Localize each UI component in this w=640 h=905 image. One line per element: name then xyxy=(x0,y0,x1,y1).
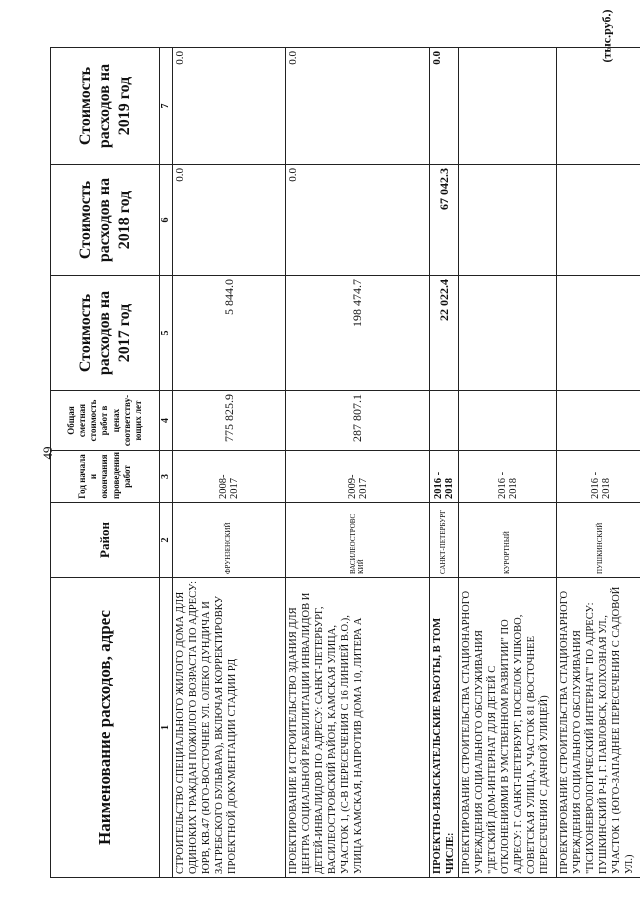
row-cost-2019: 0.0 xyxy=(286,48,430,165)
rotated-table-wrapper xyxy=(50,48,636,878)
table-row xyxy=(459,48,557,878)
row-cost-2018 xyxy=(557,165,640,276)
column-number: 3 xyxy=(160,451,173,503)
page-number: 49 xyxy=(40,446,55,460)
row-name: ПРОЕКТИРОВАНИЕ СТРОИТЕЛЬСТВА СТАЦИОНАРНОГО УЧРЕЖДЕНИЯ СОЦИАЛЬНОГО ОБСЛУЖИВАНИЯ "ДЕТСКИЙ ДОМ-ИНТЕРНАТ ДЛЯ ДЕТЕЙ С ОТКЛОНЕНИЯМИ В УМСТВЕННОМ РАЗВИТИИ" ПО АДРЕСУ: Г. САНКТ-ПЕТЕРБУРГ, ПОСЕЛОК УШКОВО, СОВЕТСКАЯ УЛИЦА, УЧАСТОК 81 (ВОСТОЧНЕЕ ПЕРЕСЕЧЕНИЯ С ДАЧНОЙ УЛИЦЕЙ) xyxy=(459,578,557,878)
row-total-cost xyxy=(430,391,459,451)
row-cost-2017: 22 022.4 xyxy=(430,276,459,391)
header-cost-2017: Стоимость расходов на 2017 год xyxy=(51,276,160,391)
expenses-table xyxy=(50,47,640,878)
row-cost-2017 xyxy=(459,276,557,391)
row-name: ПРОЕКТИРОВАНИЕ И СТРОИТЕЛЬСТВО ЗДАНИЯ ДЛЯ ЦЕНТРА СОЦИАЛЬНОЙ РЕАБИЛИТАЦИИ ИНВАЛИДОВ И ДЕТЕЙ-ИНВАЛИДОВ ПО АДРЕСУ: САНКТ-ПЕТЕРБУРГ, ВАСИЛЕОСТРОВСКИЙ РАЙОН, КАМСКАЯ УЛИЦА, УЧАСТОК 1, (С-В ПЕРЕСЕЧЕНИЯ С 16 ЛИНИЕЙ В.О.), УЛИЦА КАМСКАЯ, НАПРОТИВ ДОМА 10, ЛИТЕРА А xyxy=(286,578,430,878)
table-row xyxy=(173,48,286,878)
row-name: ПРОЕКТНО-ИЗЫСКАТЕЛЬСКИЕ РАБОТЫ, В ТОМ ЧИСЛЕ: xyxy=(430,578,459,878)
row-district: ВАСИЛЕОСТРОВС КИЙ xyxy=(286,503,430,578)
column-number: 4 xyxy=(160,391,173,451)
row-cost-2018 xyxy=(459,165,557,276)
row-cost-2019 xyxy=(459,48,557,165)
table-row xyxy=(286,48,430,878)
column-number: 1 xyxy=(160,578,173,878)
row-period: 2008-2017 xyxy=(173,451,286,503)
header-district: Район xyxy=(51,503,160,578)
column-number: 2 xyxy=(160,503,173,578)
column-number: 6 xyxy=(160,165,173,276)
row-cost-2019: 0.0 xyxy=(430,48,459,165)
row-district: КУРОРТНЫЙ xyxy=(459,503,557,578)
row-cost-2018: 0.0 xyxy=(286,165,430,276)
row-cost-2017 xyxy=(557,276,640,391)
row-total-cost xyxy=(557,391,640,451)
row-cost-2017: 5 844.0 xyxy=(173,276,286,391)
row-cost-2017: 198 474.7 xyxy=(286,276,430,391)
header-total-cost: Общая сметная стоимость работ в ценах соответству-ющих лет xyxy=(51,391,160,451)
header-row xyxy=(51,48,160,878)
column-number: 7 xyxy=(160,48,173,165)
table-row xyxy=(430,48,459,878)
row-cost-2019: 0.0 xyxy=(173,48,286,165)
row-district: САНКТ-ПЕТЕРБУРГ xyxy=(430,503,459,578)
row-district: ФРУНЗЕНСКИЙ xyxy=(173,503,286,578)
row-name: СТРОИТЕЛЬСТВО СПЕЦИАЛЬНОГО ЖИЛОГО ДОМА ДЛЯ ОДИНОКИХ ГРАЖДАН ПОЖИЛОГО ВОЗРАСТА ПО АДРЕСУ: ЮРВ, КВ.47 (ЮГО-ВОСТОЧНЕЕ УЛ. ОЛЕКО ДУНДИЧА И ЗАГРЕБСКОГО БУЛЬВАРА), ВКЛЮЧАЯ КОРРЕКТИРОВКУ ПРОЕКТНОЙ ДОКУМЕНТАЦИИ СТАДИИ РД xyxy=(173,578,286,878)
header-name: Наименование расходов, адрес xyxy=(51,578,160,878)
row-cost-2019 xyxy=(557,48,640,165)
row-cost-2018: 0.0 xyxy=(173,165,286,276)
row-period: 2016 - 2018 xyxy=(430,451,459,503)
table-row xyxy=(557,48,640,878)
row-period: 2009-2017 xyxy=(286,451,430,503)
column-number-row xyxy=(160,48,173,878)
row-period: 2016 - 2018 xyxy=(557,451,640,503)
header-period: Год начала и окончания проведения работ xyxy=(51,451,160,503)
row-total-cost: 287 807.1 xyxy=(286,391,430,451)
row-total-cost xyxy=(459,391,557,451)
row-period: 2016 - 2018 xyxy=(459,451,557,503)
row-total-cost: 775 825.9 xyxy=(173,391,286,451)
row-cost-2018: 67 042.3 xyxy=(430,165,459,276)
row-district: ПУШКИНСКИЙ xyxy=(557,503,640,578)
row-name: ПРОЕКТИРОВАНИЕ СТРОИТЕЛЬСТВА СТАЦИОНАРНОГО УЧРЕЖДЕНИЯ СОЦИАЛЬНОГО ОБСЛУЖИВАНИЯ "ПСИХОНЕВРОЛОГИЧЕСКИЙ ИНТЕРНАТ" ПО АДРЕСУ: ПУШКИНСКИЙ Р-Н, Г. ПАВЛОВСК, КОЛХОЗНАЯ УЛ., УЧАСТОК 1 (ЮГО-ЗАПАДНЕЕ ПЕРЕСЕЧЕНИЯ С САДОВОЙ УЛ.) xyxy=(557,578,640,878)
units-label: (тыс.руб.) xyxy=(599,9,614,63)
header-cost-2018: Стоимость расходов на 2018 год xyxy=(51,165,160,276)
column-number: 5 xyxy=(160,276,173,391)
header-cost-2019: Стоимость расходов на 2019 год xyxy=(51,48,160,165)
